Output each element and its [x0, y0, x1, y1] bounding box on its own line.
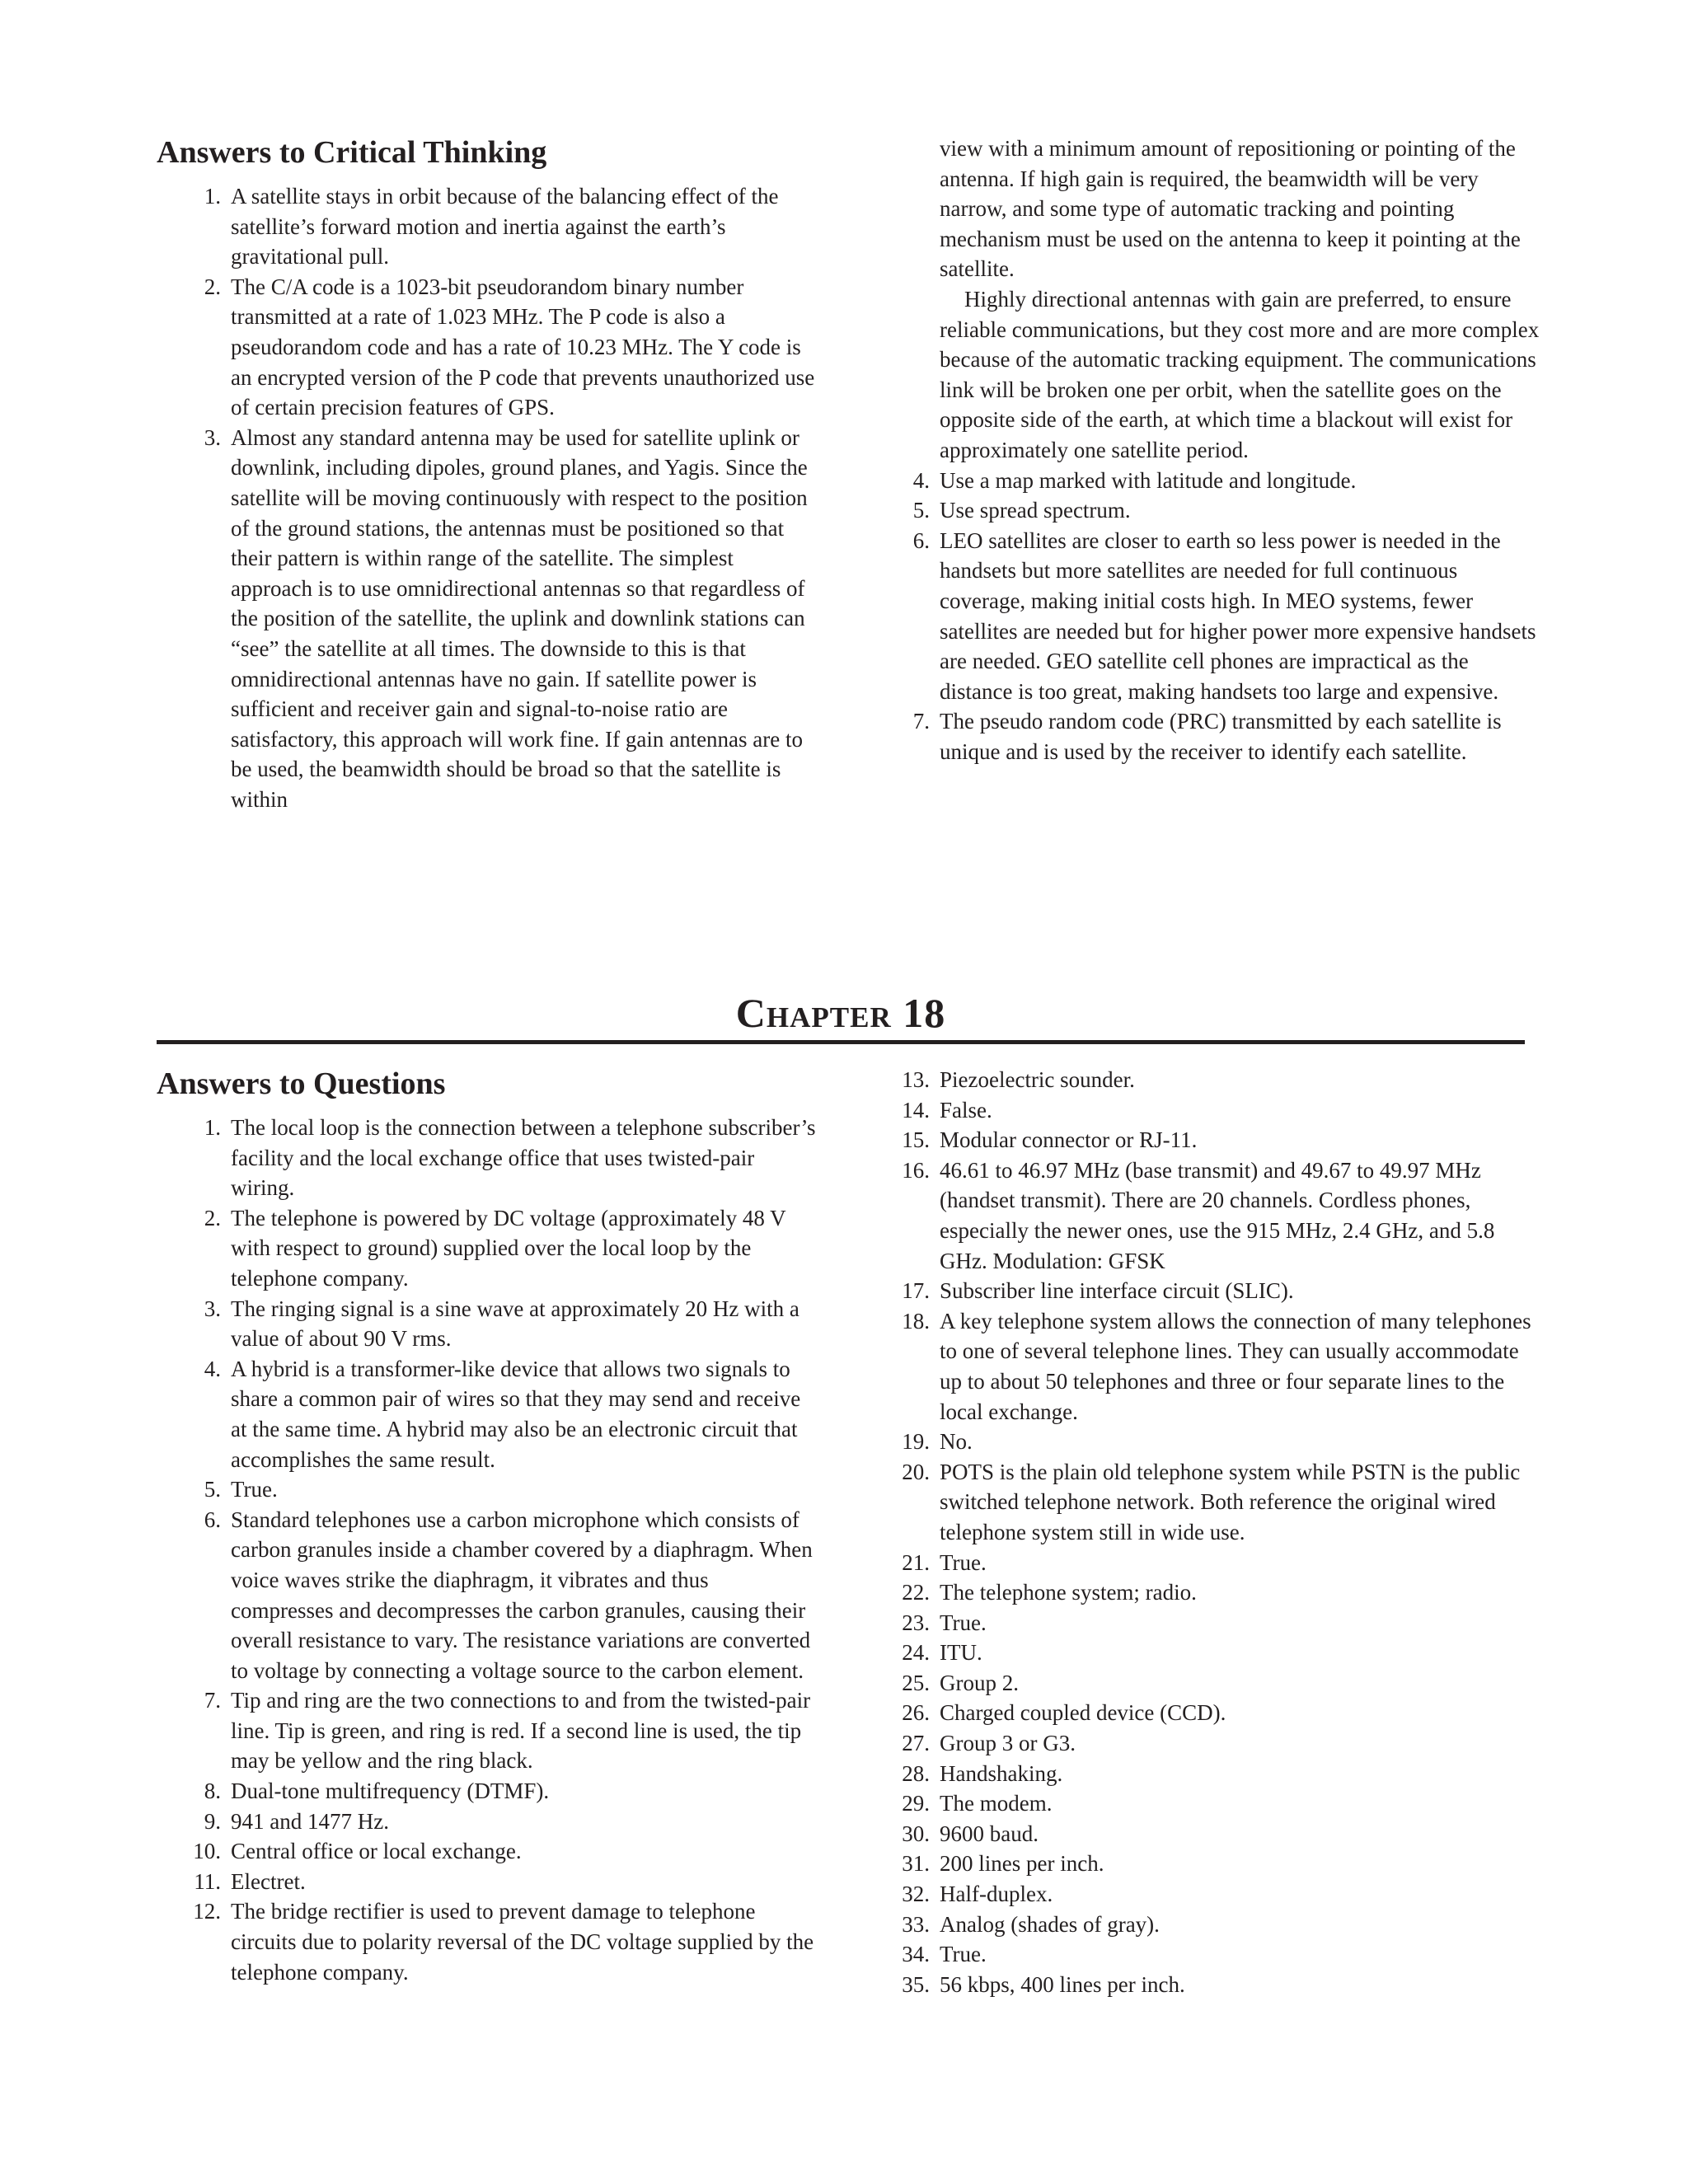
item-text: Group 3 or G3. [940, 1731, 1076, 1756]
list-item [898, 1788, 1541, 1819]
item-text: Electret. [231, 1868, 306, 1894]
item-number: 12. [193, 1899, 221, 1924]
list-item [157, 1203, 816, 1294]
item-number: 13. [902, 1067, 930, 1092]
list-item [898, 1939, 1541, 1970]
chapter-number: 18 [903, 990, 946, 1036]
item-number: 21. [902, 1549, 930, 1575]
critical-thinking-list [157, 181, 816, 814]
item-number: 23. [902, 1610, 930, 1635]
list-item [898, 1608, 1541, 1638]
item-text: A satellite stays in orbit because of the balancing effect of the satellite’s forward motion and inertia against the earth’s gravitational pull. [231, 184, 779, 269]
item-number: 17. [902, 1278, 930, 1304]
list-item [157, 1807, 816, 1837]
list-item [898, 1577, 1541, 1608]
chapter-word: Chapter [735, 990, 892, 1036]
item-text: True. [231, 1477, 278, 1502]
questions-left-column [157, 1065, 816, 1987]
item-number: 15. [902, 1127, 930, 1153]
item-text: A hybrid is a transformer-like device that allows two signals to share a common pair of wires so that they may send and receive at the same time. A hybrid may also be an electronic circuit that accomplishes the same result. [231, 1356, 801, 1472]
list-item [157, 1836, 816, 1867]
questions-right-column [898, 1065, 1541, 1999]
item-text: A key telephone system allows the connection of many telephones to one of several telephone lines. They can usually accommodate up to about 50 telephones and three or four separate lines to the local exchange. [940, 1308, 1531, 1424]
list-item [898, 1849, 1541, 1879]
list-item [157, 423, 816, 815]
chapter-divider [157, 1040, 1525, 1044]
item-text: Tip and ring are the two connections to and from the twisted-pair line. Tip is green, and ring is red. If a second line is used, the tip may be yellow and the ring black. [231, 1688, 811, 1774]
item-text: The pseudo random code (PRC) transmitted by each satellite is unique and is used by the receiver to identify each satellite. [940, 709, 1502, 764]
item-text: The C/A code is a 1023-bit pseudorandom binary number transmitted at a rate of 1.023 MHz. The P code is also a pseudorandom code and has a rate of 10.23 MHz. The Y code is an encrypted version of the P code that prevents unauthorized use of certain precision features of GPS. [231, 274, 815, 420]
item-number: 7. [912, 709, 930, 734]
item-number: 28. [902, 1760, 930, 1786]
list-item [157, 1896, 816, 1987]
list-item [898, 706, 1541, 766]
list-item [157, 1294, 816, 1354]
item-text: 46.61 to 46.97 MHz (base transmit) and 49.67 to 49.97 MHz (handset transmit). There are 20 channels. Cordless phones, especially the newer ones, use the 915 MHz, 2.4 GHz, and 5.8 GHz. Modulation: GFSK [940, 1157, 1495, 1273]
list-item [898, 1728, 1541, 1759]
list-item [157, 1474, 816, 1505]
item-number: 6. [912, 527, 930, 553]
item-text: Handshaking. [940, 1760, 1063, 1786]
item-text: Analog (shades of gray). [940, 1911, 1160, 1937]
item-text: The bridge rectifier is used to prevent damage to telephone circuits due to polarity reversal of the DC voltage supplied by the telephone company. [231, 1899, 814, 1985]
item-number: 18. [902, 1308, 930, 1333]
item-text: Use spread spectrum. [940, 498, 1131, 523]
list-item [898, 1306, 1541, 1427]
item-number: 6. [204, 1507, 221, 1532]
item-text: Piezoelectric sounder. [940, 1067, 1135, 1092]
item-number: 4. [204, 1356, 221, 1381]
item-text: True. [940, 1610, 987, 1635]
item-number: 5. [204, 1477, 221, 1502]
item-number: 2. [204, 274, 221, 299]
list-item [898, 1095, 1541, 1126]
list-item [157, 1776, 816, 1807]
item-text: Half-duplex. [940, 1882, 1053, 1907]
list-item [157, 1867, 816, 1897]
list-item [898, 526, 1541, 707]
list-item [898, 1457, 1541, 1548]
critical-thinking-right-column [898, 134, 1541, 766]
item-text: Modular connector or RJ-11. [940, 1127, 1198, 1153]
list-item [898, 1879, 1541, 1910]
item-number: 1. [204, 184, 221, 209]
item-text: 56 kbps, 400 lines per inch. [940, 1971, 1185, 1997]
critical-thinking-list-continued [898, 466, 1541, 767]
item-number: 20. [902, 1459, 930, 1484]
item-number: 31. [902, 1851, 930, 1877]
list-item [898, 1759, 1541, 1789]
critical-thinking-left-column [157, 134, 816, 814]
item-text: The telephone system; radio. [940, 1580, 1197, 1605]
item-text: The local loop is the connection between a telephone subscriber’s facility and the local exchange office that uses twisted-pair wiring. [231, 1115, 816, 1201]
item-3-paragraph-2: Highly directional antennas with gain are preferred, to ensure reliable communications, but they cost more and are more complex because of the automatic tracking equipment. The communications link will be broken one per orbit, when the satellite goes on the opposite side of the earth, at which time a blackout will exist for approximately one satellite period. [940, 286, 1540, 462]
item-text: The telephone is powered by DC voltage (approximately 48 V with respect to ground) supplied over the local loop by the telephone company. [231, 1205, 786, 1291]
item-number: 14. [902, 1097, 930, 1122]
item-number: 8. [204, 1779, 221, 1804]
list-item [157, 181, 816, 272]
item-number: 7. [204, 1688, 221, 1713]
item-text: LEO satellites are closer to earth so less power is needed in the handsets but more satellites are needed for full continuous coverage, making initial costs high. In MEO systems, fewer satellites are needed but for higher power more expensive handsets are needed. GEO satellite cell phones are impractical as the distance is too great, making handsets too large and expensive. [940, 527, 1536, 704]
item-text: Subscriber line interface circuit (SLIC). [940, 1278, 1294, 1304]
list-item [898, 1970, 1541, 2000]
list-item [898, 495, 1541, 526]
item-number: 19. [902, 1429, 930, 1455]
item-number: 35. [902, 1971, 930, 1997]
item-text: Charged coupled device (CCD). [940, 1700, 1226, 1726]
list-item [157, 1685, 816, 1776]
item-number: 10. [193, 1839, 221, 1864]
item-number: 26. [902, 1700, 930, 1726]
item-number: 16. [902, 1157, 930, 1183]
item-text: 9600 baud. [940, 1821, 1039, 1846]
list-item [898, 1427, 1541, 1457]
item-text: The modem. [940, 1791, 1053, 1816]
item-text: The ringing signal is a sine wave at approximately 20 Hz with a value of about 90 V rms. [231, 1296, 799, 1352]
list-item [898, 1125, 1541, 1155]
item-number: 9. [204, 1808, 221, 1834]
item-number: 1. [204, 1115, 221, 1140]
item-number: 3. [204, 424, 221, 450]
item-number: 22. [902, 1580, 930, 1605]
item-number: 30. [902, 1821, 930, 1846]
item-number: 29. [902, 1791, 930, 1816]
item-text: ITU. [940, 1640, 982, 1666]
critical-thinking-heading: Answers to Critical Thinking [157, 135, 547, 170]
questions-list-right [898, 1065, 1541, 1999]
item-text: No. [940, 1429, 973, 1455]
list-item [898, 466, 1541, 496]
list-item [898, 1638, 1541, 1668]
item-number: 4. [912, 467, 930, 493]
list-item [898, 1276, 1541, 1306]
item-number: 3. [204, 1296, 221, 1321]
list-item [898, 1548, 1541, 1578]
item-number: 33. [902, 1911, 930, 1937]
questions-list-left [157, 1113, 816, 1987]
item-text: POTS is the plain old telephone system while PSTN is the public switched telephone network. Both reference the original wired telephone system still in wide use. [940, 1459, 1521, 1544]
item-number: 2. [204, 1205, 221, 1230]
item-text: Central office or local exchange. [231, 1839, 522, 1864]
item-number: 24. [902, 1640, 930, 1666]
item-3-continuation: view with a minimum amount of repositioning or pointing of the antenna. If high gain is required, the beamwidth will be very narrow, and some type of automatic tracking and pointing mechanism must be used on the antenna to keep it pointing at the satellite. [940, 136, 1521, 282]
list-item [898, 1819, 1541, 1849]
list-item [157, 1505, 816, 1686]
list-item [898, 1910, 1541, 1940]
list-item [898, 1065, 1541, 1095]
item-text: Standard telephones use a carbon microphone which consists of carbon granules inside a chamber covered by a diaphragm. When voice waves strike the diaphragm, it vibrates and thus compresses and decompresses the carbon granules, causing their overall resistance to vary. The resistance variations are converted to voltage by connecting a voltage source to the carbon element. [231, 1507, 813, 1683]
item-number: 25. [902, 1670, 930, 1695]
item-text: True. [940, 1549, 987, 1575]
list-item [898, 1668, 1541, 1699]
item-text: Almost any standard antenna may be used for satellite uplink or downlink, including dipoles, ground planes, and Yagis. Since the satellite will be moving continuously with respect to the position of the ground stations, the antennas must be positioned so that their pattern is within range of the satellite. The simplest approach is to use omnidirectional antennas so that regardless of the position of the satellite, the uplink and downlink stations can “see” the satellite at all times. The downside to this is that omnidirectional antennas have no gain. If satellite power is sufficient and receiver gain and signal-to-noise ratio are satisfactory, this approach will work fine. If gain antennas are to be used, the beamwidth should be broad so that the satellite is within [231, 424, 808, 812]
list-item [157, 1354, 816, 1474]
item-text: Dual-tone multifrequency (DTMF). [231, 1779, 550, 1804]
list-item [898, 1155, 1541, 1276]
item-text: Group 2. [940, 1670, 1019, 1695]
list-item [157, 272, 816, 423]
item-text: 941 and 1477 Hz. [231, 1808, 389, 1834]
item-number: 32. [902, 1882, 930, 1907]
item-text: True. [940, 1942, 987, 1967]
item-text: 200 lines per inch. [940, 1851, 1104, 1877]
item-text: Use a map marked with latitude and longitude. [940, 467, 1357, 493]
list-item [898, 1698, 1541, 1728]
item-text: False. [940, 1097, 992, 1122]
item-number: 5. [912, 498, 930, 523]
list-item [157, 1113, 816, 1203]
item-number: 34. [902, 1942, 930, 1967]
questions-heading: Answers to Questions [157, 1066, 446, 1101]
chapter-title [157, 989, 1525, 1037]
item-number: 11. [194, 1868, 221, 1894]
item-number: 27. [902, 1731, 930, 1756]
